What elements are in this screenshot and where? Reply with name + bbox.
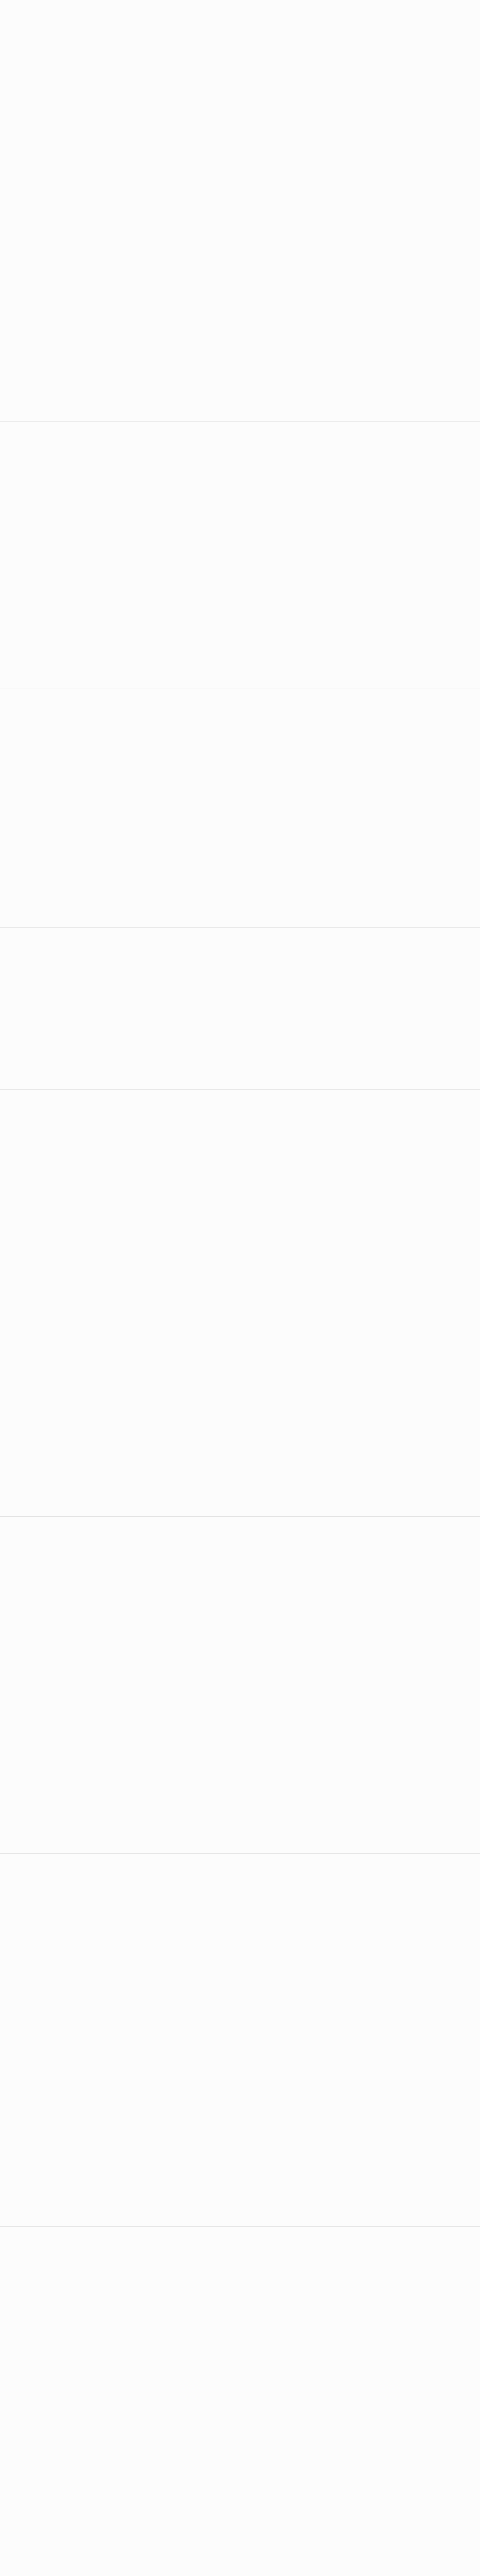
- content-section-6: [0, 1517, 480, 1853]
- content-section-8: [0, 2227, 480, 2576]
- content-section-7: [0, 1854, 480, 2226]
- content-section-2: [0, 422, 480, 688]
- content-section-5: [0, 1090, 480, 1516]
- content-section-3: [0, 688, 480, 927]
- content-section-4: [0, 928, 480, 1089]
- content-section-1: [0, 0, 480, 421]
